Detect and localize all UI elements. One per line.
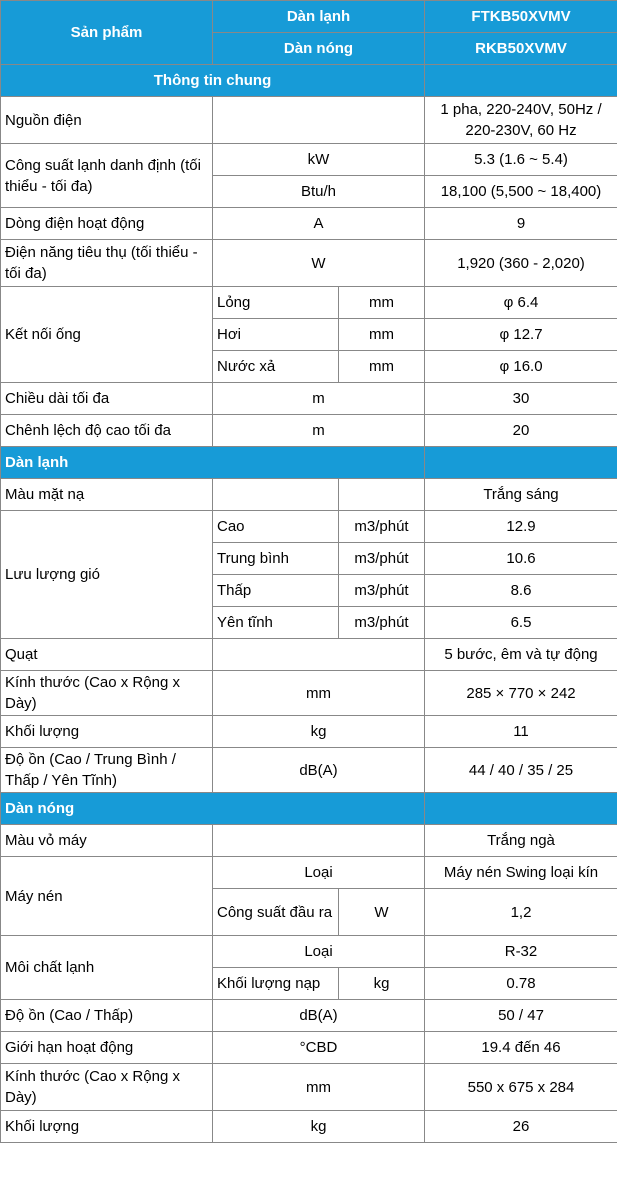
panel-color-blank (339, 479, 425, 511)
row-power-source (1, 97, 617, 144)
section-outdoor-blank (425, 793, 617, 825)
outdoor-weight-unit: kg (213, 1111, 425, 1143)
power-input-label: Điện năng tiêu thụ (tối thiểu - tối đa) (1, 240, 213, 287)
panel-color-blank (213, 479, 339, 511)
airflow-value: 6.5 (425, 607, 617, 639)
outdoor-weight-value: 26 (425, 1111, 617, 1143)
max-height-value: 20 (425, 415, 617, 447)
section-indoor (1, 447, 617, 479)
row-max-length (1, 383, 617, 415)
outdoor-dimensions-unit: mm (213, 1064, 425, 1111)
piping-label: Kết nối ống (1, 287, 213, 383)
refrigerant-charge-label: Khối lượng nạp (213, 968, 339, 1000)
indoor-weight-label: Khối lượng (1, 716, 213, 748)
capacity-btu-unit: Btu/h (213, 176, 425, 208)
section-general-blank (425, 65, 617, 97)
indoor-dimensions-unit: mm (213, 671, 425, 716)
operation-range-value: 19.4 đến 46 (425, 1032, 617, 1064)
row-airflow-high (1, 511, 617, 543)
compressor-type-label: Loại (213, 857, 425, 889)
capacity-kw-unit: kW (213, 144, 425, 176)
airflow-unit: m3/phút (339, 607, 425, 639)
row-capacity-kw (1, 144, 617, 176)
panel-color-label: Màu mặt nạ (1, 479, 213, 511)
indoor-noise-value: 44 / 40 / 35 / 25 (425, 748, 617, 793)
indoor-noise-label: Độ ồn (Cao / Trung Bình / Thấp / Yên Tĩnh) (1, 748, 213, 793)
compressor-output-label: Công suất đầu ra (213, 889, 339, 936)
casing-color-value: Trắng ngà (425, 825, 617, 857)
section-outdoor-title: Dàn nóng (1, 793, 425, 825)
outdoor-weight-label: Khối lượng (1, 1111, 213, 1143)
row-panel-color (1, 479, 617, 511)
compressor-output-value: 1,2 (425, 889, 617, 936)
power-source-unit (213, 97, 425, 144)
row-refrigerant-type (1, 936, 617, 968)
section-general (1, 65, 617, 97)
operation-range-label: Giới hạn hoạt động (1, 1032, 213, 1064)
fan-blank (213, 639, 425, 671)
power-source-label: Nguồn điện (1, 97, 213, 144)
airflow-value: 12.9 (425, 511, 617, 543)
outdoor-noise-unit: dB(A) (213, 1000, 425, 1032)
airflow-name: Trung bình (213, 543, 339, 575)
outdoor-noise-label: Độ ồn (Cao / Thấp) (1, 1000, 213, 1032)
max-length-label: Chiều dài tối đa (1, 383, 213, 415)
header-product: Sản phẩm (1, 1, 213, 65)
outdoor-noise-value: 50 / 47 (425, 1000, 617, 1032)
airflow-unit: m3/phút (339, 575, 425, 607)
piping-unit: mm (339, 319, 425, 351)
casing-color-label: Màu vỏ máy (1, 825, 213, 857)
row-compressor-type (1, 857, 617, 889)
piping-value: φ 12.7 (425, 319, 617, 351)
max-height-unit: m (213, 415, 425, 447)
refrigerant-charge-value: 0.78 (425, 968, 617, 1000)
indoor-dimensions-value: 285 × 770 × 242 (425, 671, 617, 716)
current-label: Dòng điện hoạt động (1, 208, 213, 240)
airflow-label: Lưu lượng gió (1, 511, 213, 639)
fan-label: Quạt (1, 639, 213, 671)
row-fan (1, 639, 617, 671)
power-source-value: 1 pha, 220-240V, 50Hz / 220-230V, 60 Hz (425, 97, 617, 144)
row-outdoor-dimensions (1, 1064, 617, 1111)
max-length-value: 30 (425, 383, 617, 415)
piping-name: Hơi (213, 319, 339, 351)
airflow-name: Yên tĩnh (213, 607, 339, 639)
casing-color-blank (213, 825, 425, 857)
piping-unit: mm (339, 287, 425, 319)
compressor-label: Máy nén (1, 857, 213, 936)
power-input-unit: W (213, 240, 425, 287)
piping-value: φ 6.4 (425, 287, 617, 319)
header-row-indoor (1, 1, 617, 33)
outdoor-dimensions-label: Kính thước (Cao x Rộng x Dày) (1, 1064, 213, 1111)
panel-color-value: Trắng sáng (425, 479, 617, 511)
indoor-weight-unit: kg (213, 716, 425, 748)
header-outdoor-label: Dàn nóng (213, 33, 425, 65)
row-outdoor-noise (1, 1000, 617, 1032)
row-power-input (1, 240, 617, 287)
header-outdoor-model: RKB50XVMV (425, 33, 617, 65)
section-indoor-blank (425, 447, 617, 479)
max-height-label: Chênh lệch độ cao tối đa (1, 415, 213, 447)
row-piping-liquid (1, 287, 617, 319)
current-value: 9 (425, 208, 617, 240)
refrigerant-charge-unit: kg (339, 968, 425, 1000)
capacity-label: Công suất lạnh danh định (tối thiểu - tối đa) (1, 144, 213, 208)
airflow-value: 8.6 (425, 575, 617, 607)
indoor-noise-unit: dB(A) (213, 748, 425, 793)
piping-name: Lỏng (213, 287, 339, 319)
indoor-dimensions-label: Kính thước (Cao x Rộng x Dày) (1, 671, 213, 716)
airflow-unit: m3/phút (339, 511, 425, 543)
outdoor-dimensions-value: 550 x 675 x 284 (425, 1064, 617, 1111)
refrigerant-type-value: R-32 (425, 936, 617, 968)
indoor-weight-value: 11 (425, 716, 617, 748)
section-general-title: Thông tin chung (1, 65, 425, 97)
row-indoor-noise (1, 748, 617, 793)
row-casing-color (1, 825, 617, 857)
header-indoor-model: FTKB50XVMV (425, 1, 617, 33)
section-outdoor (1, 793, 617, 825)
compressor-output-unit: W (339, 889, 425, 936)
piping-value: φ 16.0 (425, 351, 617, 383)
fan-value: 5 bước, êm và tự động (425, 639, 617, 671)
operation-range-unit: °CBD (213, 1032, 425, 1064)
refrigerant-label: Môi chất lạnh (1, 936, 213, 1000)
max-length-unit: m (213, 383, 425, 415)
airflow-name: Thấp (213, 575, 339, 607)
piping-name: Nước xả (213, 351, 339, 383)
airflow-name: Cao (213, 511, 339, 543)
piping-unit: mm (339, 351, 425, 383)
row-operation-range (1, 1032, 617, 1064)
section-indoor-title: Dàn lạnh (1, 447, 425, 479)
row-indoor-weight (1, 716, 617, 748)
row-indoor-dimensions (1, 671, 617, 716)
power-input-value: 1,920 (360 - 2,020) (425, 240, 617, 287)
header-indoor-label: Dàn lạnh (213, 1, 425, 33)
capacity-btu-value: 18,100 (5,500 ~ 18,400) (425, 176, 617, 208)
row-outdoor-weight (1, 1111, 617, 1143)
row-current (1, 208, 617, 240)
capacity-kw-value: 5.3 (1.6 ~ 5.4) (425, 144, 617, 176)
airflow-value: 10.6 (425, 543, 617, 575)
current-unit: A (213, 208, 425, 240)
compressor-type-value: Máy nén Swing loại kín (425, 857, 617, 889)
airflow-unit: m3/phút (339, 543, 425, 575)
row-max-height (1, 415, 617, 447)
refrigerant-type-label: Loại (213, 936, 425, 968)
